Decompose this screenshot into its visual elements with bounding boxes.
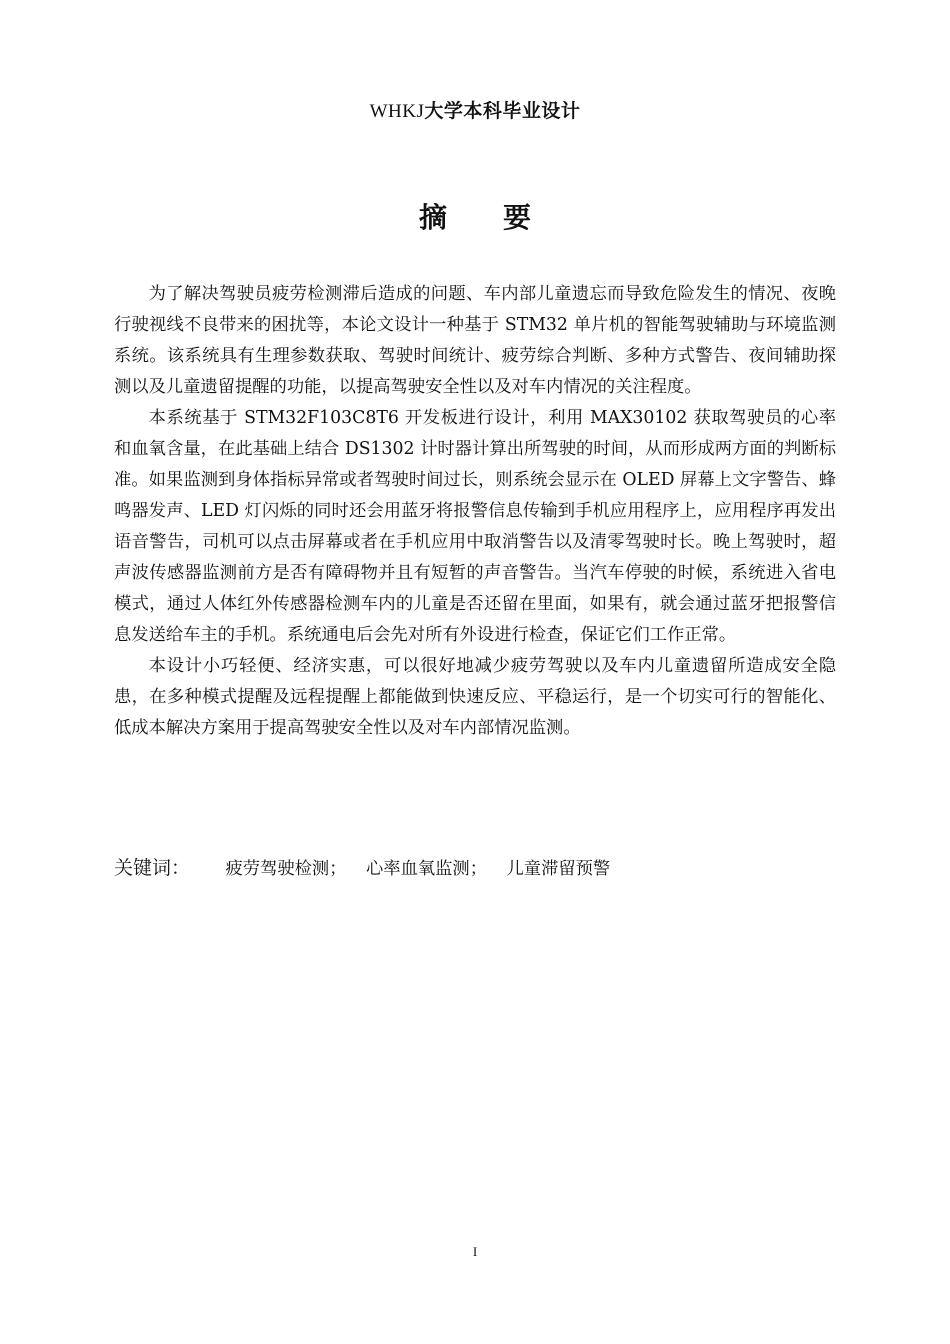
running-header [0, 96, 950, 123]
keyword-separator: ； [469, 859, 488, 879]
abstract-paragraph-2: 本系统基于 STM32F103C8T6 开发板进行设计，利用 MAX30102 获取驾驶员的心率和血氧含量，在此基础上结合 DS1302 计时器计算出所驾驶的时间，从而形成两方面的判断标准。如果监测到身体指标异常或者驾驶时间过长，则系统会显示在 OLED 屏幕上文字警告、蜂鸣器发声、LED 灯闪烁的同时还会用蓝牙将报警信息传输到手机应用程序上，应用程序再发出语音警告，司机可以点击屏幕或者在手机应用中取消警告以及清零驾驶时长。晚上驾驶时，超声波传感器监测前方是否有障碍物并且有短暂的声音警告。当汽车停驶的时候，系统进入省电模式，通过人体红外传感器检测车内的儿童是否还留在里面，如果有，就会通过蓝牙把报警信息发送给车主的手机。系统通电后会先对所有外设进行检查，保证它们工作正常。 [114, 408, 836, 645]
page-number: I [472, 1244, 478, 1259]
keyword-item: 心率血氧监测 [366, 859, 470, 879]
abstract-paragraph-1: 为了解决驾驶员疲劳检测滞后造成的问题、车内部儿童遗忘而导致危险发生的情况、夜晚行驶视线不良带来的困扰等，本论文设计一种基于 STM32 单片机的智能驾驶辅助与环境监测系统。该系统具有生理参数获取、驾驶时间统计、疲劳综合判断、多种方式警告、夜间辅助探测以及儿童遗留提醒的功能，以提高驾驶安全性以及对车内情况的关注程度。 [114, 284, 836, 397]
header-title: 大学本科毕业设计 [424, 101, 581, 122]
header-prefix: WHKJ [369, 101, 425, 122]
keyword-item: 儿童滞留预警 [506, 859, 611, 879]
keyword-separator: ； [329, 859, 347, 879]
keywords-label: 关键词： [114, 857, 191, 879]
abstract-body [114, 279, 836, 744]
abstract-paragraph-3: 本设计小巧轻便、经济实惠，可以很好地减少疲劳驾驶以及车内儿童遗留所造成安全隐患，在多种模式提醒及远程提醒上都能做到快速反应、平稳运行，是一个切实可行的智能化、低成本解决方案用于提高驾驶安全性以及对车内部情况监测。 [114, 656, 836, 738]
keyword-item: 疲劳驾驶检测 [225, 859, 330, 879]
abstract-heading: 摘要 [418, 201, 587, 234]
keywords-line [114, 853, 836, 885]
